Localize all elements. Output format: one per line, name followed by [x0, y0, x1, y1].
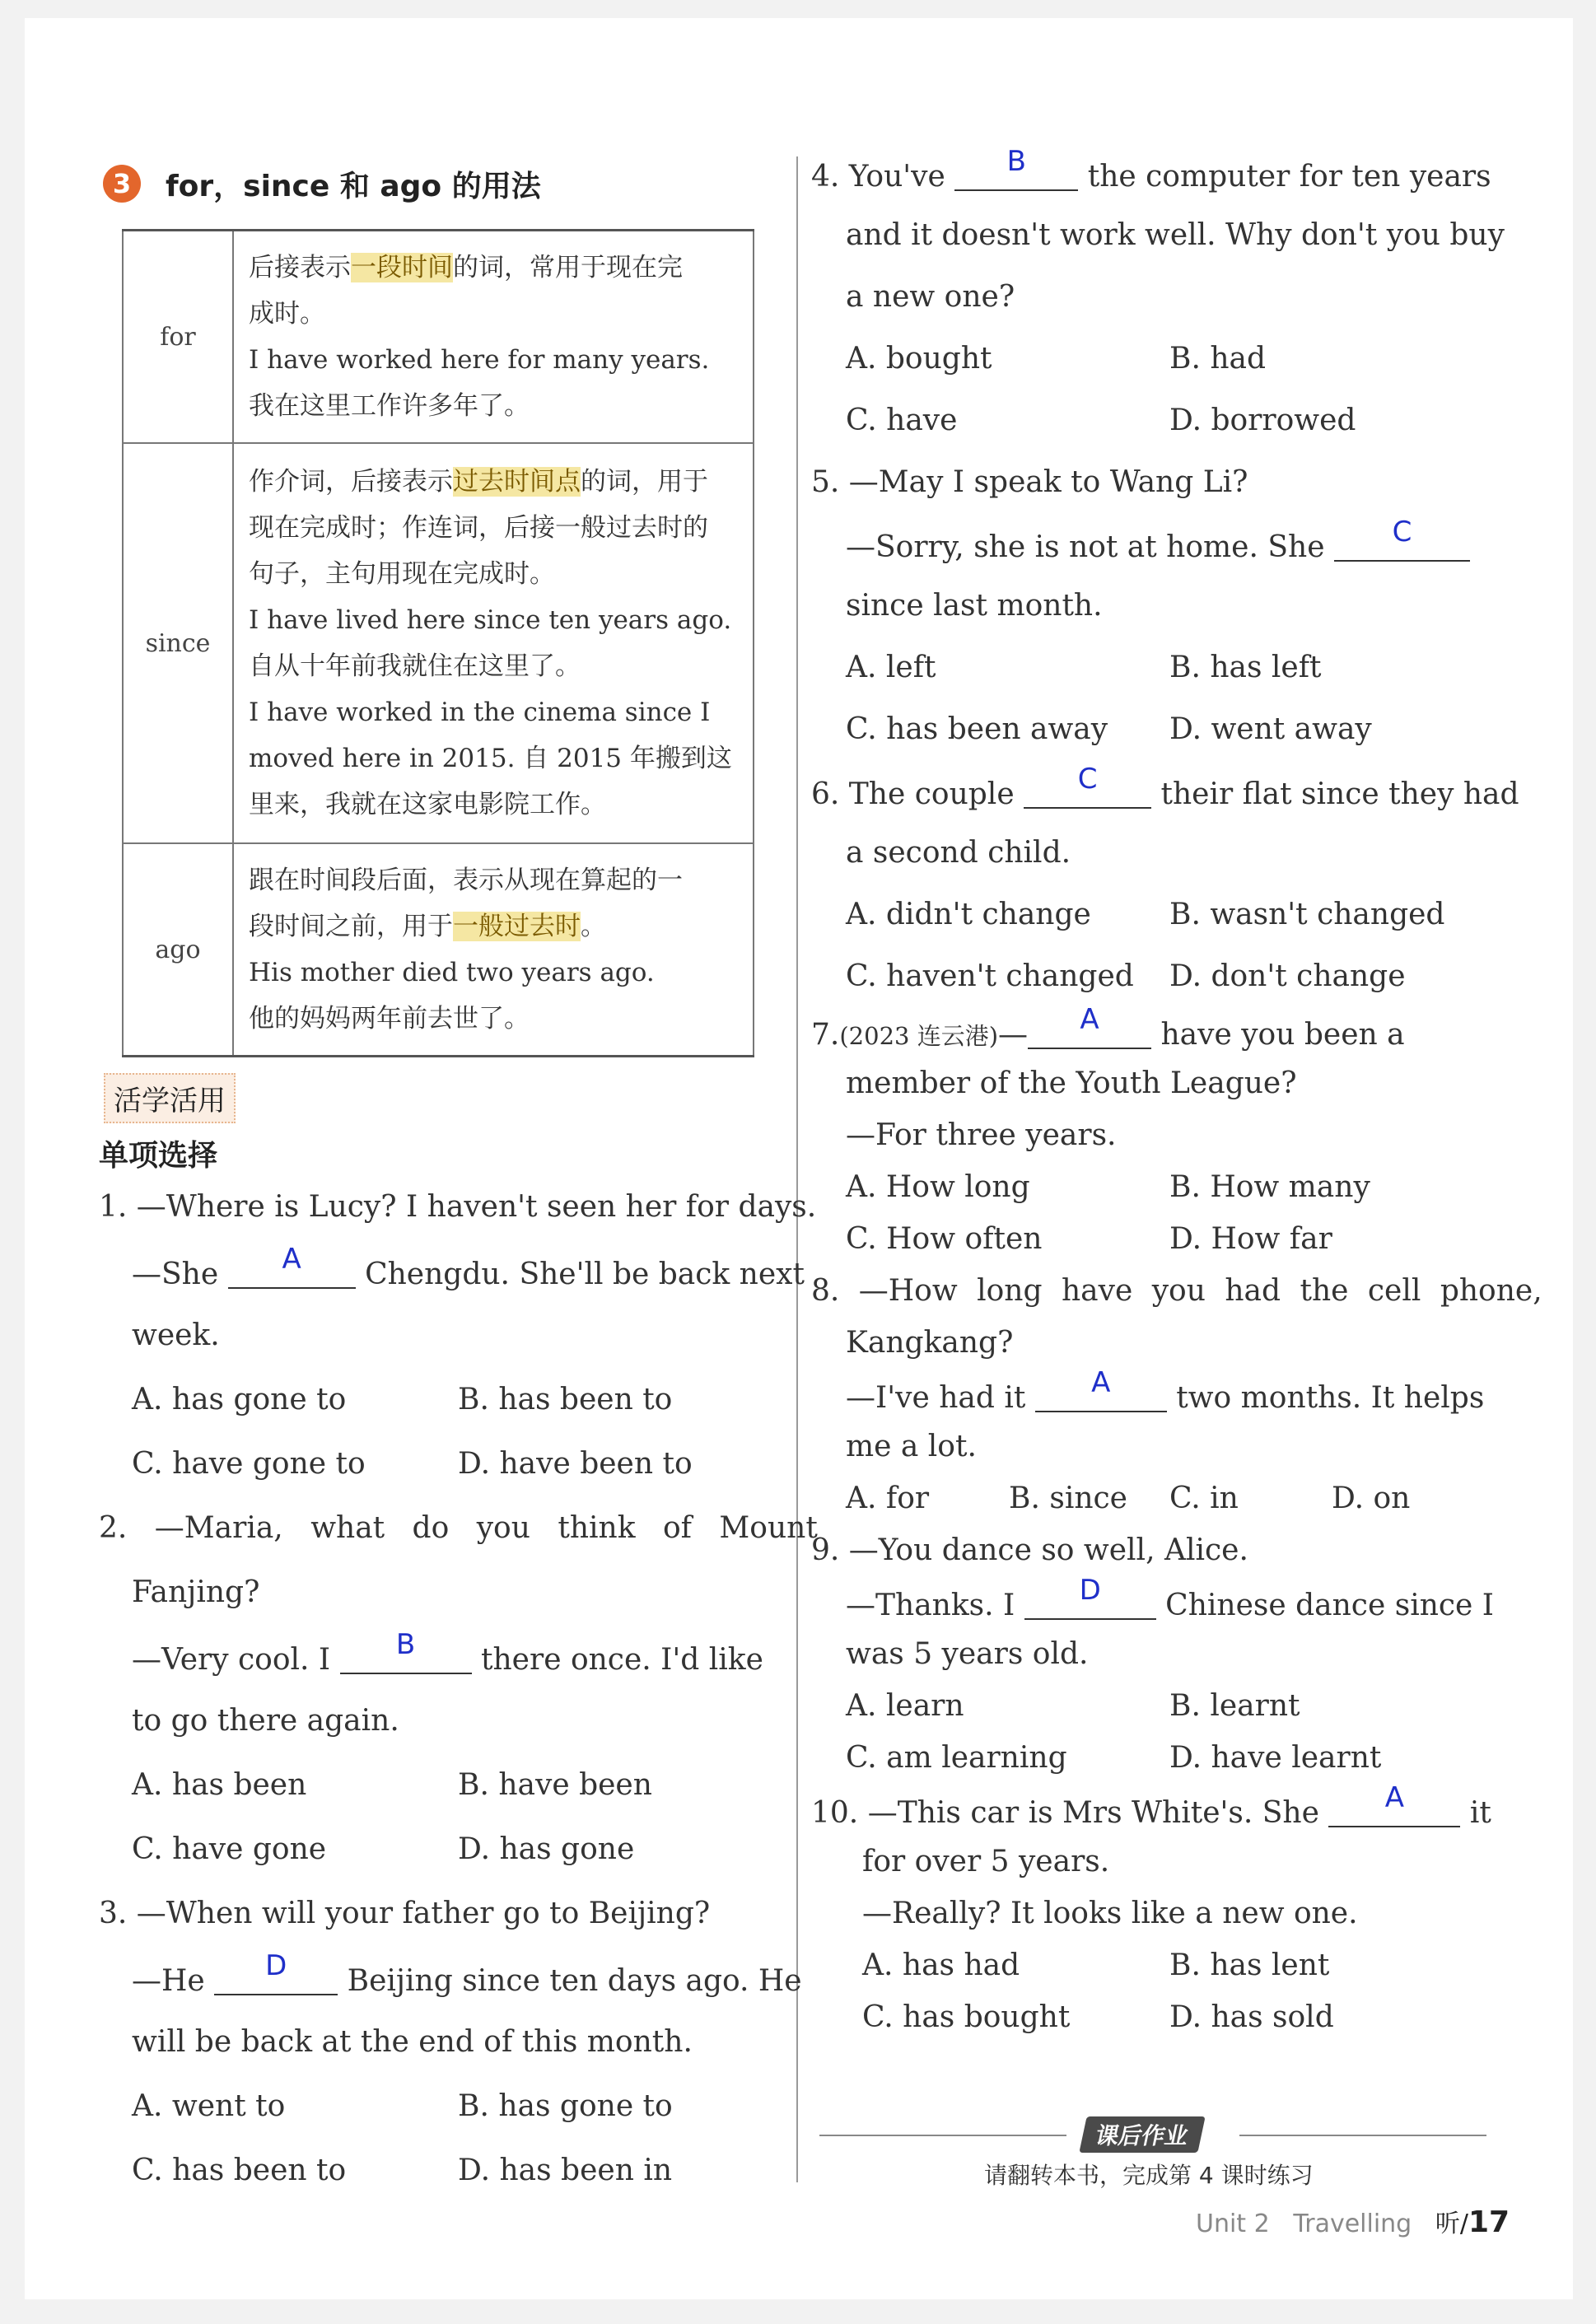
- term-cell: for: [123, 231, 233, 444]
- question-text: was 5 years old.: [846, 1637, 1089, 1671]
- option[interactable]: A. went to: [132, 2089, 286, 2123]
- option[interactable]: A. has gone to: [132, 1383, 347, 1416]
- term-cell: since: [123, 443, 233, 843]
- question-text: —Very cool. I B there once. I'd like: [132, 1628, 763, 1677]
- option[interactable]: C. in: [1169, 1482, 1239, 1515]
- answer-blank[interactable]: C: [1024, 774, 1151, 809]
- question-text: 6. The couple C their flat since they had: [811, 763, 1519, 811]
- highlight: 过去时间点: [453, 467, 581, 497]
- desc-line: 跟在时间段后面，表示从现在算起的一: [249, 866, 683, 895]
- homework-badge: 课后作业: [1079, 2116, 1205, 2153]
- desc-line: 作介词，后接表示过去时间点的词，用于: [249, 467, 708, 497]
- option[interactable]: D. has gone: [458, 1832, 635, 1866]
- topic-label: Travelling: [1293, 2210, 1412, 2238]
- question-text: —Thanks. I D Chinese dance since I: [846, 1574, 1495, 1622]
- option[interactable]: B. wasn't changed: [1169, 898, 1445, 931]
- highlight: 一般过去时: [453, 912, 581, 941]
- question-text: —Sorry, she is not at home. She C: [846, 527, 1470, 564]
- desc-line: 成时。: [249, 299, 325, 329]
- option[interactable]: D. has sold: [1169, 2000, 1334, 2034]
- homework-bar: [819, 2116, 1486, 2149]
- desc-line: 自从十年前我就住在这里了。: [249, 651, 581, 681]
- option[interactable]: D. has been in: [458, 2154, 673, 2187]
- question-text: for over 5 years.: [862, 1845, 1110, 1878]
- answer-blank[interactable]: C: [1334, 527, 1470, 562]
- answer-blank[interactable]: A: [1035, 1378, 1167, 1412]
- option[interactable]: D. borrowed: [1169, 404, 1356, 437]
- option[interactable]: B. How many: [1169, 1170, 1370, 1204]
- desc-line: 他的妈妈两年前去世了。: [249, 1004, 530, 1034]
- option[interactable]: C. has been to: [132, 2154, 347, 2187]
- page-footer: [1196, 2203, 1510, 2239]
- source-tag: (2023 连云港): [839, 1022, 999, 1050]
- answer-blank[interactable]: B: [954, 156, 1078, 191]
- divider: [819, 2135, 1066, 2136]
- option[interactable]: C. am learning: [846, 1741, 1067, 1775]
- option[interactable]: B. has gone to: [458, 2089, 673, 2123]
- option[interactable]: B. since: [1009, 1482, 1127, 1515]
- desc-line: 后接表示一段时间的词，常用于现在完: [249, 253, 683, 282]
- desc-line: 句子，主句用现在完成时。: [249, 559, 555, 589]
- question-text: 5. —May I speak to Wang Li?: [811, 465, 1248, 499]
- question-text: Fanjing?: [132, 1575, 260, 1609]
- description-cell: [233, 231, 754, 444]
- question-text: 3. —When will your father go to Beijing?: [99, 1897, 711, 1930]
- option[interactable]: A. How long: [846, 1170, 1030, 1204]
- option[interactable]: A. didn't change: [846, 898, 1091, 931]
- question-text: to go there again.: [132, 1704, 399, 1738]
- desc-line: 里来，我就在这家电影院工作。: [249, 790, 606, 819]
- option[interactable]: C. has bought: [862, 2000, 1071, 2034]
- option[interactable]: A. has had: [862, 1948, 1020, 1982]
- description-cell: [233, 443, 754, 843]
- question-text: week.: [132, 1318, 220, 1352]
- question-text: a new one?: [846, 280, 1015, 314]
- question-text: 7.(2023 连云港)— A have you been a: [811, 1003, 1405, 1052]
- section-heading: [103, 161, 541, 206]
- option[interactable]: D. don't change: [1169, 959, 1406, 993]
- unit-label: Unit 2: [1196, 2210, 1270, 2238]
- answer-blank[interactable]: A: [228, 1254, 356, 1289]
- option[interactable]: B. has left: [1169, 651, 1322, 684]
- answer-blank[interactable]: B: [340, 1640, 472, 1674]
- option[interactable]: D. have learnt: [1169, 1741, 1382, 1775]
- question-text: —She A Chengdu. She'll be back next: [132, 1243, 805, 1291]
- desc-line: 我在这里工作许多年了。: [249, 391, 530, 421]
- column-divider: [796, 156, 798, 2182]
- section-label: 听/: [1435, 2210, 1468, 2238]
- option[interactable]: B. had: [1169, 342, 1267, 376]
- description-cell: [233, 843, 754, 1057]
- question-text: me a lot.: [846, 1430, 977, 1463]
- question-text: 10. —This car is Mrs White's. She A it: [811, 1781, 1491, 1830]
- option[interactable]: B. has lent: [1169, 1948, 1330, 1982]
- practice-label: 活学活用: [104, 1073, 236, 1123]
- question-text: since last month.: [846, 589, 1103, 623]
- answer-blank[interactable]: D: [214, 1961, 338, 1995]
- question-text: member of the Youth League?: [846, 1066, 1297, 1100]
- answer-blank[interactable]: A: [1028, 1015, 1151, 1049]
- table-row: [123, 231, 754, 444]
- option[interactable]: C. have gone: [132, 1832, 327, 1866]
- option[interactable]: C. has been away: [846, 712, 1108, 746]
- desc-line: moved here in 2015. 自 2015 年搬到这: [249, 744, 732, 773]
- option[interactable]: B. learnt: [1169, 1689, 1300, 1723]
- desc-line: I have worked here for many years.: [249, 345, 710, 375]
- question-text: 1. —Where is Lucy? I haven't seen her for days.: [99, 1190, 817, 1224]
- question-text: —I've had it A two months. It helps: [846, 1366, 1485, 1415]
- section-title: for，since 和 ago 的用法: [166, 169, 541, 203]
- answer-blank[interactable]: A: [1328, 1793, 1460, 1827]
- option[interactable]: D. have been to: [458, 1447, 693, 1481]
- option[interactable]: B. have been: [458, 1768, 652, 1802]
- question-text: —For three years.: [846, 1118, 1117, 1152]
- option[interactable]: C. How often: [846, 1222, 1043, 1256]
- desc-line: I have worked in the cinema since I: [249, 698, 711, 727]
- question-text: 8. —How long have you had the cell phone,: [811, 1274, 1542, 1308]
- question-text: a second child.: [846, 836, 1071, 870]
- answer-blank[interactable]: D: [1024, 1585, 1156, 1620]
- usage-table: [122, 229, 754, 1057]
- question-text: and it doesn't work well. Why don't you buy: [846, 218, 1505, 252]
- question-text: Kangkang?: [846, 1326, 1014, 1360]
- option[interactable]: D. How far: [1169, 1222, 1332, 1256]
- option[interactable]: C. have: [846, 404, 958, 437]
- question-text: will be back at the end of this month.: [132, 2025, 693, 2059]
- option[interactable]: B. has been to: [458, 1383, 673, 1416]
- desc-line: 段时间之前，用于一般过去时。: [249, 912, 606, 941]
- option[interactable]: A. left: [846, 651, 936, 684]
- desc-line: 现在完成时；作连词，后接一般过去时的: [249, 513, 708, 543]
- option[interactable]: A. for: [846, 1482, 930, 1515]
- desc-line: I have lived here since ten years ago.: [249, 605, 732, 635]
- option[interactable]: A. learn: [846, 1689, 964, 1723]
- desc-line: His mother died two years ago.: [249, 958, 655, 987]
- question-text: 2. —Maria, what do you think of Mount: [99, 1511, 818, 1545]
- term-cell: ago: [123, 843, 233, 1057]
- question-text: 9. —You dance so well, Alice.: [811, 1533, 1248, 1567]
- highlight: 一段时间: [351, 253, 453, 282]
- single-choice-heading: 单项选择: [99, 1139, 218, 1173]
- option[interactable]: A. has been: [132, 1768, 307, 1802]
- page-number: 17: [1468, 2205, 1510, 2239]
- option[interactable]: A. bought: [846, 342, 992, 376]
- question-text: 4. You've B the computer for ten years: [811, 145, 1491, 194]
- option[interactable]: C. have gone to: [132, 1447, 366, 1481]
- question-text: —He D Beijing since ten days ago. He: [132, 1949, 802, 1998]
- option[interactable]: D. on: [1332, 1482, 1411, 1515]
- table-row: [123, 843, 754, 1057]
- option[interactable]: D. went away: [1169, 712, 1372, 746]
- question-text: —Really? It looks like a new one.: [862, 1897, 1358, 1930]
- table-row: [123, 443, 754, 843]
- option[interactable]: C. haven't changed: [846, 959, 1134, 993]
- divider: [1239, 2135, 1486, 2136]
- section-number-badge: 3: [103, 165, 141, 203]
- homework-note: 请翻转本书，完成第 4 课时练习: [984, 2162, 1314, 2189]
